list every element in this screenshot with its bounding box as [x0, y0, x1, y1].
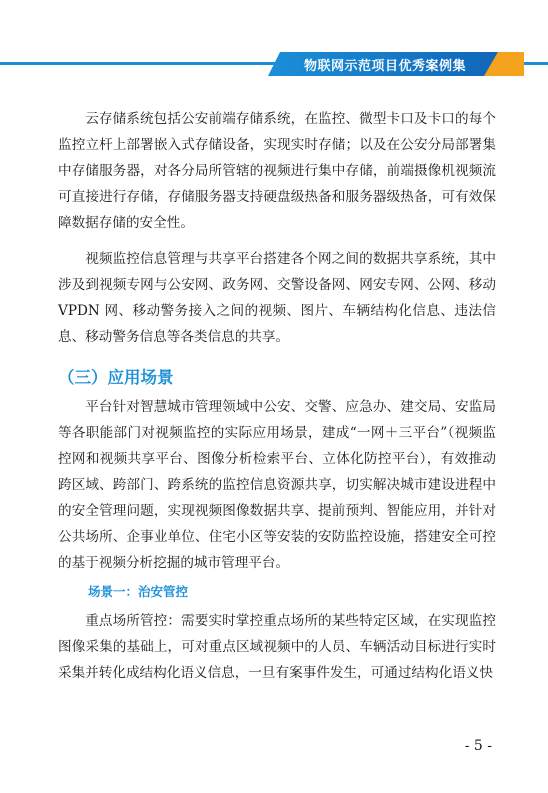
- header-title: 物联网示范项目优秀案例集: [303, 59, 466, 74]
- paragraph-platform: 平台针对智慧城市管理领域中公安、交警、应急办、建交局、安监局等各职能部门对视频监控的实际应用场景，建成“一网＋三平台”（视频监控网和视频共享平台、图像分析检索平台、立体化防控平台），有效推动跨区域、跨部门、跨系统的监控信息资源共享，切实解决城市建设进程中的安全管理问题，实现视频图像数据共享、提前预判、智能应用，并针对公共场所、企事业单位、住宅小区等安装的安防监控设施，搭建安全可控的基于视频分析挖掘的城市管理平台。: [58, 399, 496, 571]
- page-number: - 5 -: [464, 738, 492, 754]
- scene-heading: 场景一：治安管控: [88, 584, 189, 599]
- paragraph-cloud-storage: 云存储系统包括公安前端存储系统，在监控、微型卡口及卡口的每个监控立杆上部署嵌入式存储设备，实现实时存储；以及在公安分局部署集中存储服务器，对各分局所管辖的视频进行集中存储，前端摄像机视频流可直接进行存储，存储服务器支持硬盘级热备和服务器级热备，可有效保障数据存储的安全性。: [58, 111, 496, 231]
- page-content: [58, 106, 496, 686]
- paragraph-key-sites: 重点场所管控：需要实时掌控重点场所的某些特定区域，在实现监控图像采集的基础上，可对重点区域视频中的人员、车辆活动目标进行实时采集并转化成结构化语义信息，一旦有案事件发生，可通过结构化语义快: [58, 613, 496, 681]
- page-header: [0, 0, 548, 84]
- paragraph-data-sharing: 视频监控信息管理与共享平台搭建各个网之间的数据共享系统，其中涉及到视频专网与公安网、政务网、交警设备网、网安专网、公网、移动 VPDN 网、移动警务接入之间的视频、图片、车辆结构化信息、违法信息、移动警务信息等各类信息的共享。: [58, 251, 496, 345]
- section-heading: （三）应用场景: [58, 368, 174, 387]
